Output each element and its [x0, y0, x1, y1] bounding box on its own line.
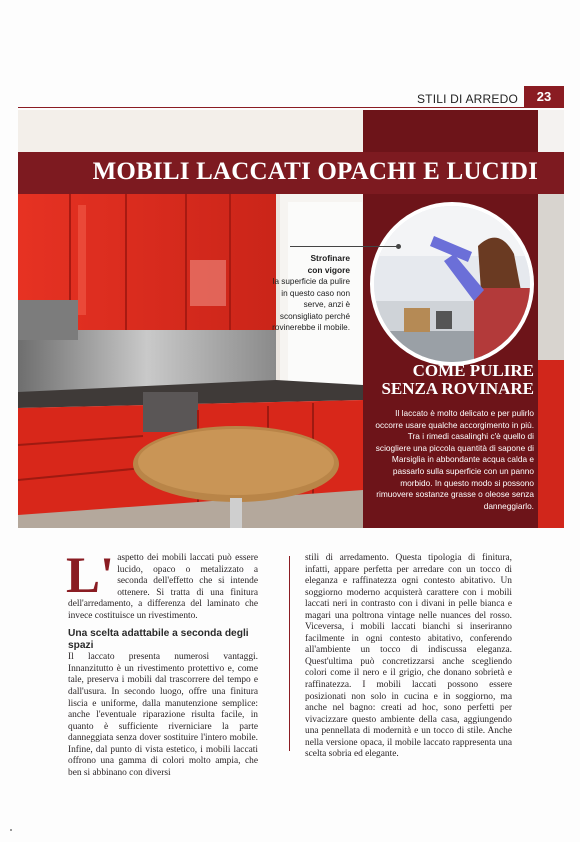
box-title-line-1: COME PULIRE [412, 361, 534, 380]
drop-cap: L' [66, 548, 115, 604]
caption-heading-1: Strofinare [310, 253, 350, 263]
column-divider [289, 556, 290, 751]
photo-caption [268, 253, 350, 334]
section-label: STILI DI ARREDO [416, 92, 518, 106]
box-text: Il laccato è molto delicato e per pulirlo occorre usare qualche accorgimento in più. Tra i rimedi casalinghi c'è quello di sciogliere una piccola quantità di sapone di Marsiglia in abbondante acqua calda e passarlo sulla superficie con un panno morbido. In questo modo si possono rimuovere sostanze grasse o oleose senza danneggiarlo. [375, 408, 534, 511]
caption-leader-line [290, 246, 398, 247]
hero-image-area [18, 110, 564, 528]
article-intro: aspetto dei mobili laccati può essere lucido, opaco o metalizzato a seconda dell'effetto che si intende ottenere. Si tratta di una finitura dell'arredamento, a differenza del laminato che invece costituisce un rivestimento. [68, 553, 258, 621]
article-subheading: Una scelta adattabile a seconda degli spazi [68, 628, 249, 651]
page-header [18, 86, 564, 108]
box-title [368, 362, 534, 398]
page-title: MOBILI LACCATI OPACHI E LUCIDI [92, 158, 538, 185]
caption-heading-2: con vigore [307, 264, 350, 275]
box-title-line-2: SENZA ROVINARE [381, 379, 534, 398]
page-number: 23 [524, 86, 564, 107]
article-body-right: stili di arredamento. Questa tipologia di finitura, infatti, appare perfetta per arredare con un tocco di eleganza e raffinatezza ogni contesto abitativo. Un soggiorno moderno acquisterà carattere con i mobili laccati neri in contrasto con i divani in pelle bianca e magari una poltrona vintage nelle nuances del rosso. Viceversa, i mobili laccati bianchi si inseriranno facilmente in ogni contesto abitativo, conferendo all'ambiente un tocco di indiscussa eleganza. Quest'ultima può concretizzarsi anche scegliendo colori come il nero e il grigio, che donano sobrietà e raffinatezza. I mobili laccati possono essere posizionati non solo in cucina e in soggiorno, ma anche nel bagno: creati ad hoc, sono perfetti per vivacizzare questo ambiente della casa, aggiungendo una pennellata di modernità e un tocco di stile. Anche nella versione opaca, il mobile laccato rappresenta una scelta sobria ed elegante. [305, 553, 512, 760]
article-body-left: Il laccato presenta numerosi vantaggi. Innanzitutto è un rivestimento protettivo e, come tale, preserva i mobili dal trascorrere del tempo e dall'usura. In secondo luogo, offre una finitura liscia e uniforme, dalla manutenzione semplice: anche l'eventuale riparazione risulta facile, in quanto è sufficiente riverniciare la parte danneggiata senza dover sostituire l'intero mobile. Infine, dal punto di vista estetico, i mobili laccati offrono una gamma di colori molto ampia, che ben si abbinano con diversi [68, 652, 258, 778]
corner-mark [10, 829, 12, 831]
caption-leader-dot [396, 244, 401, 249]
article-column-left [66, 548, 258, 779]
article-column-right [305, 553, 512, 761]
header-rule [18, 107, 564, 108]
cleaning-photo [370, 202, 534, 366]
caption-text: la superficie da pulire in questo caso non serve, anzi è sconsigliato perché rovinerebbe il mobile. [272, 277, 350, 332]
